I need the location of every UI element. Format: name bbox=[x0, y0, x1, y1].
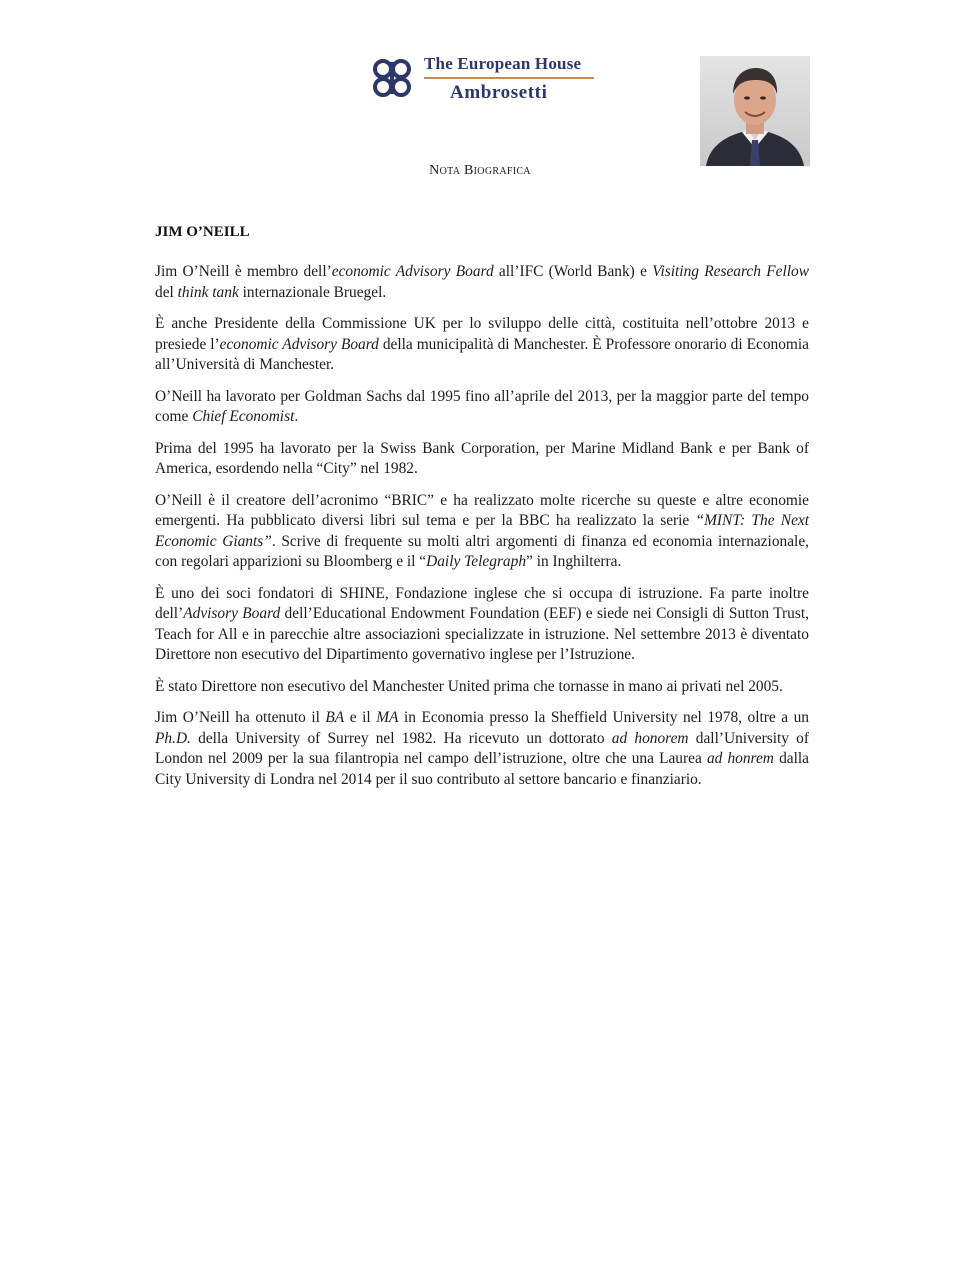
bio-text-run: della municipalità di Manchester. È Professore onorario di Economia all’Università di Manchester. bbox=[155, 335, 809, 373]
bio-text-run: internazionale Bruegel. bbox=[238, 283, 387, 301]
bio-text-run: dell’Educational Endowment Foundation (EEF) e siede nei Consigli di Sutton Trust, Teach for All e in parecchie altre associazioni specializzate in istruzione. Nel settembre 2013 è diventato Direttore non esecutivo del Dipartimento governativo inglese per l’Istruzione. bbox=[155, 605, 809, 663]
logo-text-line2: Ambrosetti bbox=[450, 82, 548, 103]
bio-text-run: O’Neill è il creatore dell’acronimo “BRIC” e ha realizzato molte ricerche su queste e altre economie emergenti. Ha pubblicato diversi libri sul tema e per la BBC ha realizzato la serie bbox=[155, 491, 809, 529]
bio-text-run: Prima del 1995 ha lavorato per la Swiss Bank Corporation, per Marine Midland Bank e per Bank of America, esordendo nella “City” nel 1982. bbox=[155, 439, 809, 477]
bio-text-run: dall’University of London nel 2009 per la sua filantropia nel campo dell’istruzione, oltre che una Laurea bbox=[155, 729, 809, 767]
bio-paragraph bbox=[155, 491, 809, 573]
portrait-photo bbox=[700, 56, 810, 166]
bio-paragraph bbox=[155, 439, 809, 480]
document-type-heading: Nota Biografica bbox=[429, 163, 531, 178]
logo-divider bbox=[424, 77, 594, 79]
bio-paragraph bbox=[155, 314, 809, 376]
bio-text-run: . bbox=[294, 408, 299, 425]
bio-paragraph bbox=[155, 677, 809, 698]
bio-italic-term: BA bbox=[325, 709, 345, 726]
bio-text-run: È stato Direttore non esecutivo del Manchester United prima che tornasse in mano ai privati nel 2005. bbox=[155, 677, 783, 695]
ea-monogram-icon bbox=[370, 56, 418, 100]
bio-text-run: Jim O’Neill ha ottenuto il bbox=[155, 709, 326, 726]
bio-paragraph bbox=[155, 262, 809, 303]
bio-paragraph bbox=[155, 708, 809, 790]
bio-text-run: dalla City University di Londra nel 2014 per il suo contributo al settore bancario e finanziario. bbox=[155, 750, 809, 788]
bio-italic-term: MA bbox=[376, 709, 399, 726]
bio-italic-term: ad honrem bbox=[706, 750, 774, 767]
person-photo-icon bbox=[700, 56, 810, 166]
logo-text-line1: The European House bbox=[424, 54, 582, 73]
bio-text-run: all’IFC (World Bank) e bbox=[493, 263, 653, 280]
bio-text-run: del bbox=[155, 283, 178, 301]
bio-text-run: in Economia presso la Sheffield University nel 1978, oltre a un bbox=[398, 709, 809, 726]
bio-text-run: della University of Surrey nel 1982. Ha ricevuto un dottorato bbox=[190, 729, 612, 747]
bio-text-run: È uno dei soci fondatori di SHINE, Fondazione inglese che si occupa di istruzione. Fa parte inoltre dell’ bbox=[155, 584, 809, 622]
bio-italic-term: Ph.D. bbox=[155, 729, 191, 747]
bio-italic-term: “MINT: The Next Economic Giants” bbox=[155, 512, 810, 550]
bio-italic-term: Daily Telegraph bbox=[426, 553, 527, 570]
bio-paragraph bbox=[155, 584, 809, 666]
bio-text-run: O’Neill ha lavorato per Goldman Sachs dal 1995 fino all’aprile del 2013, per la maggior parte del tempo come bbox=[155, 387, 809, 425]
bio-text-run: e il bbox=[344, 709, 377, 726]
bio-italic-term: think tank bbox=[177, 283, 239, 301]
bio-italic-term: Advisory Board bbox=[183, 605, 281, 622]
bio-italic-term: Chief Economist bbox=[192, 408, 295, 425]
bio-paragraph bbox=[155, 387, 809, 428]
bio-italic-term: ad honorem bbox=[611, 729, 689, 747]
bio-italic-term: economic Advisory Board bbox=[331, 263, 494, 280]
bio-text-run: Jim O’Neill è membro dell’ bbox=[155, 263, 332, 280]
bio-italic-term: Visiting Research Fellow bbox=[652, 263, 809, 280]
bio-text-run: È anche Presidente della Commissione UK per lo sviluppo delle città, costituita nell’ottobre 2013 e presiede l’ bbox=[155, 315, 809, 353]
company-logo bbox=[370, 52, 600, 104]
bio-italic-term: economic Advisory Board bbox=[219, 335, 379, 353]
bio-text-run: . Scrive di frequente su molti altri argomenti di finanza ed economia internazionale, con regolari apparizioni su Bloomberg e il “ bbox=[155, 532, 810, 570]
person-name-heading: JIM O’NEILL bbox=[155, 224, 250, 240]
bio-text-run: ” in Inghilterra. bbox=[526, 553, 622, 570]
biography-text bbox=[155, 262, 809, 801]
